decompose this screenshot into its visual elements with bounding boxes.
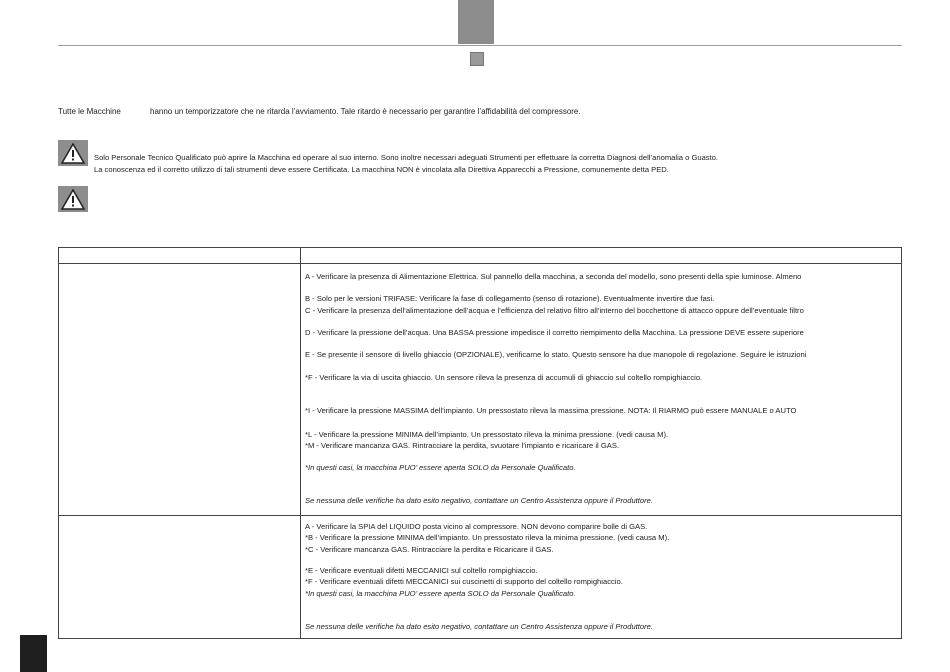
table-header-row: [59, 248, 902, 264]
check-line: A - Verificare la presenza di Alimentazione Elettrica. Sul pannello della macchina, a seconda del modello, sono presenti della spie luminose. Almeno: [305, 272, 802, 281]
check-line: *L - Verificare la pressione MINIMA dell’impianto. Un pressostato rileva la minima pressione. (vedi causa M).: [305, 430, 669, 439]
check-line: C - Verificare la presenza dell’alimentazione dell’acqua e l’efficienza del relativo filtro all’interno del bocchettone di attacco oppure dell’eventuale filtro: [305, 306, 804, 315]
check-line: D - Verificare la pressione dell’acqua. Una BASSA pressione impedisce il corretto riempimento della Macchina. La pressione DEVE essere superiore: [305, 328, 804, 337]
check-line: *I - Verificare la pressione MASSIMA dell’impianto. Un pressostato rileva la massima pressione. NOTA: Il RIARMO può essere MANUALE o AUTO: [305, 406, 797, 415]
check-line: *E - Verificare eventuali difetti MECCANICI sul coltello rompighiaccio.: [305, 566, 538, 575]
check-line: *F - Verificare la via di uscita ghiaccio. Un sensore rileva la presenza di accumuli di ghiaccio sul coltello rompighiaccio.: [305, 373, 703, 382]
checks-cell: [301, 264, 902, 516]
table-row: [59, 516, 902, 639]
warning-triangle-icon: [58, 186, 88, 212]
check-line: A - Verificare la SPIA del LIQUIDO posta vicino al compressore. NON devono comparire bolle di GAS.: [305, 522, 648, 531]
table-row: [59, 264, 902, 516]
warning-line-2: La conoscenza ed il corretto utilizzo di tali strumenti deve essere Certificata. La macchina NON è vincolata alla Direttiva Apparecchi a Pressione, comunemente detta PED.: [94, 164, 669, 174]
header-marker: [470, 52, 484, 66]
contact-note: Se nessuna delle verifiche ha dato esito negativo, contattare un Centro Assistenza oppure il Produttore.: [305, 622, 653, 631]
header-cell-problem: [59, 248, 301, 264]
intro-text: hanno un temporizzatore che ne ritarda l’avviamento. Tale ritardo è necessario per garantire l’affidabilità del compressore.: [150, 107, 581, 116]
check-line: *M - Verificare mancanza GAS. Rintracciare la perdita, svuotare l’impianto e ricaricare il GAS.: [305, 441, 619, 450]
troubleshooting-table: [58, 247, 902, 639]
check-line: E - Se presente il sensore di livello ghiaccio (OPZIONALE), verificarne lo stato. Questo sensore ha due manopole di regolazione. Seguire le istruzioni: [305, 350, 807, 359]
contact-note: Se nessuna delle verifiche ha dato esito negativo, contattare un Centro Assistenza oppure il Produttore.: [305, 496, 653, 505]
problem-cell: [59, 264, 301, 516]
page-corner-tab: [20, 635, 47, 672]
warning-triangle-icon: [58, 140, 88, 166]
intro-label: Tutte le Macchine: [58, 107, 121, 116]
check-line: B - Solo per le versioni TRIFASE: Verificare la fase di collegamento (senso di rotazione). Eventualmente invertire due fasi.: [305, 294, 715, 303]
warning-line-1: Solo Personale Tecnico Qualificato può aprire la Macchina ed operare al suo interno. Sono inoltre necessari adeguati Strumenti per effettuare la corretta Diagnosi dell’anomalia o Guasto.: [94, 153, 719, 162]
header-cell-checks: [301, 248, 902, 264]
header-tab: [458, 0, 494, 44]
problem-cell: [59, 516, 301, 639]
qualified-note: *In questi casi, la macchina PUO’ essere aperta SOLO da Personale Qualificato.: [305, 463, 576, 472]
check-line: *B - Verificare la pressione MINIMA dell’impianto. Un pressostato rileva la minima pressione. (vedi causa M).: [305, 533, 670, 542]
checks-cell: [301, 516, 902, 639]
header-divider: [58, 45, 902, 46]
qualified-note: *In questi casi, la macchina PUO’ essere aperta SOLO da Personale Qualificato.: [305, 589, 576, 598]
warning-text: [94, 152, 718, 175]
check-line: *C - Verificare mancanza GAS. Rintracciare la perdita e Ricaricare il GAS.: [305, 545, 554, 554]
check-line: *F - Verificare eventuali difetti MECCANICI sui cuscinetti di supporto del coltello rompighiaccio.: [305, 577, 623, 586]
